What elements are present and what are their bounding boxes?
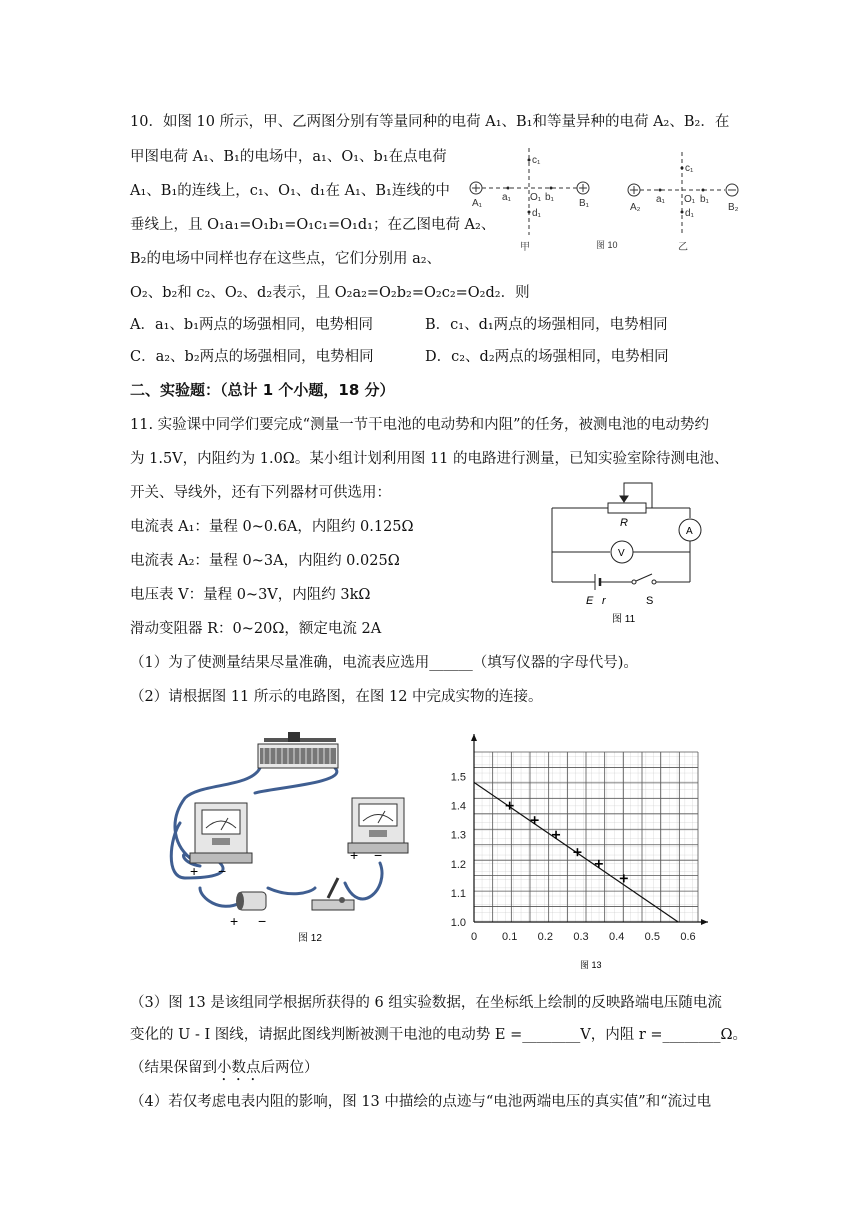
- q11-line-4: 电流表 A₁：量程 0~0.6A，内阻约 0.125Ω: [130, 519, 414, 535]
- figure-11-caption: 图 11: [612, 614, 636, 625]
- q11-part-4-line-1: （4）若仅考虑电表内阻的影响，图 13 中描绘的点迹与“电池两端电压的真实值”和“流过电: [130, 1094, 712, 1110]
- x-tick-label: 0.1: [502, 931, 518, 943]
- label-d2: d₁: [685, 208, 694, 219]
- label-A: A: [686, 526, 693, 537]
- q10-option-a: A．a₁、b₁两点的场强相同，电势相同: [130, 317, 374, 333]
- figure-13-chart: [440, 730, 710, 975]
- rheostat: [258, 732, 338, 768]
- rheostat-R: [608, 503, 646, 513]
- q10-option-d: D．c₂、d₂两点的场强相同，电势相同: [425, 349, 669, 365]
- q10-line-5: B₂的电场中同样也存在这些点，它们分别用 a₂、: [130, 251, 442, 267]
- battery: [236, 892, 266, 910]
- y-tick-label: 1.1: [450, 887, 466, 900]
- right-meter-minus: −: [374, 847, 383, 863]
- figure-10-caption: 图 10: [596, 240, 618, 250]
- label-E: E: [586, 595, 594, 607]
- q10-line-2: 甲图电荷 A₁、B₁的电场中，a₁、O₁、b₁在点电荷: [130, 149, 447, 165]
- q11-part-2: （2）请根据图 11 所示的电路图，在图 12 中完成实物的连接。: [130, 689, 543, 705]
- q11-part-3-note-dotted: 小数点: [217, 1060, 261, 1076]
- section-2-title: 二、实验题：（总计 1 个小题，18 分）: [130, 381, 395, 399]
- figure-10-right-label: 乙: [678, 242, 688, 253]
- chart-grid: [474, 752, 698, 922]
- battery-plus: +: [230, 913, 239, 929]
- label-V: V: [618, 548, 625, 559]
- q11-line-1: 11. 实验课中同学们要完成“测量一节干电池的电动势和内阻”的任务，被测电池的电动势约: [130, 417, 709, 433]
- knife-switch: [312, 878, 354, 910]
- meter-left: [190, 803, 252, 863]
- q11-line-5: 电流表 A₂：量程 0~3A，内阻约 0.025Ω: [130, 553, 400, 569]
- q11-part-3-note-pre: （结果保留到: [130, 1060, 217, 1076]
- x-tick-label: 0: [470, 931, 478, 943]
- label-b1: b₁: [545, 192, 554, 203]
- left-meter-minus: −: [218, 863, 227, 879]
- q11-part-3-line-1: （3）图 13 是该组同学根据所获得的 6 组实验数据，在坐标纸上绘制的反映路端电压随电流: [130, 995, 722, 1011]
- x-axis-arrow: [701, 919, 708, 925]
- q10-line-6: O₂、b₂和 c₂、O₂、d₂表示，且 O₂a₂=O₂b₂=O₂c₂=O₂d₂．则: [130, 285, 530, 301]
- label-a2: a₁: [656, 194, 665, 205]
- label-o1: O₁: [530, 192, 542, 203]
- q11-part-3-line-2: 变化的 U - I 图线，请据此图线判断被测干电池的电动势 E =________V，内阻 r =________Ω。: [130, 1027, 748, 1043]
- label-o2: O₁: [684, 194, 696, 205]
- y-tick-label: 1.4: [450, 800, 466, 813]
- q11-part-1: （1）为了使测量结果尽量准确，电流表应选用______（填写仪器的字母代号)。: [130, 655, 638, 671]
- q10-line-4: 垂线上，且 O₁a₁=O₁b₁=O₁c₁=O₁d₁；在乙图电荷 A₂、: [130, 217, 496, 233]
- figure-10-right: [628, 152, 738, 235]
- label-R: R: [620, 517, 628, 529]
- label-A1: A₁: [472, 198, 483, 209]
- label-A2: A₂: [630, 202, 641, 213]
- q11-part-3-line-3: [130, 1058, 319, 1084]
- q11-line-3: 开关、导线外，还有下列器材可供选用：: [130, 485, 391, 501]
- figure-11: [540, 478, 720, 628]
- label-S: S: [646, 595, 654, 607]
- x-tick-label: 0.4: [609, 931, 625, 943]
- right-meter-plus: +: [350, 847, 359, 863]
- q11-line-2: 为 1.5V，内阻约为 1.0Ω。某小组计划利用图 11 的电路进行测量，已知实验室除待测电池、: [130, 451, 729, 467]
- q10-option-b: B．c₁、d₁两点的场强相同，电势相同: [425, 317, 668, 333]
- label-c2: c₁: [685, 163, 694, 174]
- label-B2: B₂: [728, 202, 739, 213]
- x-tick-label: 0.2: [537, 931, 553, 943]
- left-meter-plus: +: [190, 863, 199, 879]
- x-tick-label: 0.6: [680, 931, 696, 943]
- q10-line-1: 10．如图 10 所示，甲、乙两图分别有等量同种的电荷 A₁、B₁和等量异种的电荷 A₂、B₂．在: [130, 114, 730, 130]
- switch-S: [636, 574, 652, 581]
- figure-13-caption: 图 13: [580, 960, 602, 970]
- y-tick-label: 1.5: [450, 771, 466, 784]
- x-tick-label: 0.3: [573, 931, 589, 943]
- y-tick-label: 1.2: [450, 858, 466, 871]
- figure-12: [160, 728, 430, 948]
- q10-line-3: A₁、B₁的连线上，c₁、O₁、d₁在 A₁、B₁连线的中: [130, 183, 450, 199]
- x-tick-label: 0.5: [644, 931, 660, 943]
- label-b2: b₁: [700, 194, 709, 205]
- label-B1: B₁: [579, 198, 590, 209]
- figure-10-left-label: 甲: [520, 242, 530, 253]
- figure-12-caption: 图 12: [298, 933, 322, 944]
- label-d1: d₁: [532, 208, 541, 219]
- meter-right: [348, 798, 408, 853]
- label-a1: a₁: [502, 192, 511, 203]
- y-axis-arrow: [471, 734, 477, 741]
- figure-10: [460, 140, 760, 260]
- label-c1: c₁: [532, 155, 541, 166]
- q11-line-6: 电压表 V：量程 0~3V，内阻约 3kΩ: [130, 587, 371, 603]
- battery-minus: −: [258, 913, 267, 929]
- q10-option-c: C．a₂、b₂两点的场强相同，电势相同: [130, 349, 374, 365]
- q11-line-7: 滑动变阻器 R：0~20Ω，额定电流 2A: [130, 621, 382, 637]
- label-r: r: [602, 595, 606, 607]
- y-tick-label: 1.0: [450, 917, 466, 929]
- y-tick-label: 1.3: [450, 829, 466, 842]
- q11-part-3-note-post: 后两位）: [260, 1060, 319, 1076]
